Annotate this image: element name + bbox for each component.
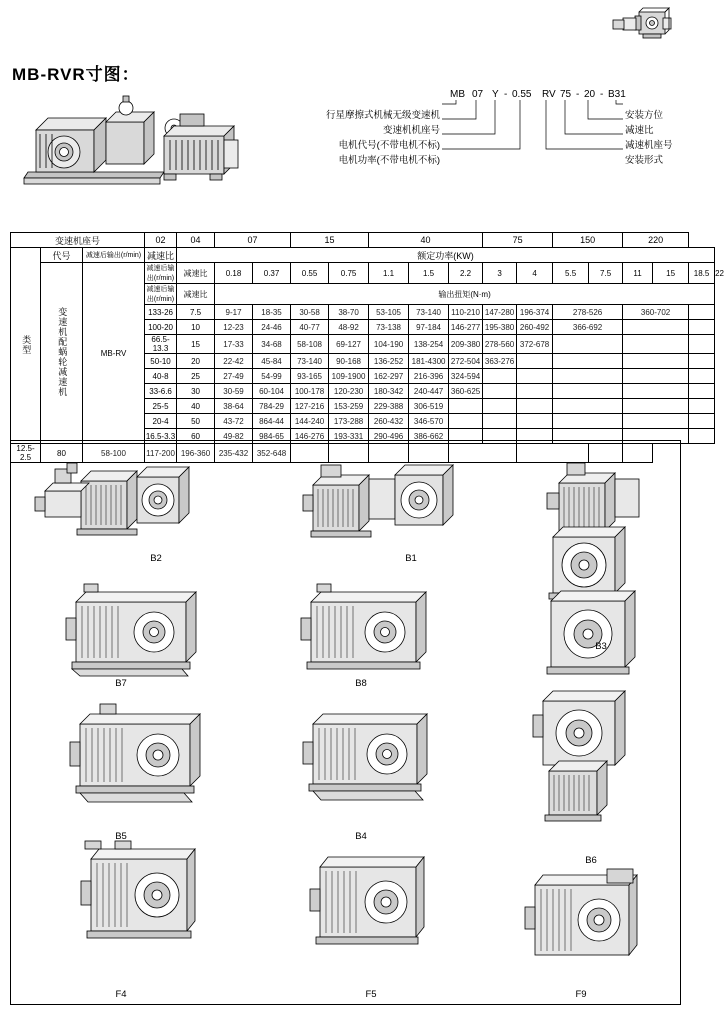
spec-row-ratio: 80 xyxy=(41,444,83,463)
spec-subhdr-speed-2: 减速后输出(r/min) xyxy=(145,284,177,305)
spec-cell-0-2: 30-58 xyxy=(291,305,329,320)
spec-cell-0-7: 147-280 xyxy=(483,305,517,320)
spec-left-vertical-label: 变速机配蜗轮减速机 xyxy=(41,263,83,444)
spec-cell-4-7 xyxy=(483,369,517,384)
spec-cell-8-1: 984-65 xyxy=(253,429,291,444)
spec-cell-0-6: 110-210 xyxy=(449,305,483,320)
spec-cell-8-4: 290-496 xyxy=(369,429,409,444)
spec-cell-7-4: 260-432 xyxy=(369,414,409,429)
code-token-07: 07 xyxy=(472,89,484,100)
spec-cell-3-6: 272-504 xyxy=(449,354,483,369)
spec-cell-pad xyxy=(689,384,715,399)
spec-cell-5-7 xyxy=(483,384,517,399)
spec-col-speed: 减速后输出(r/min) xyxy=(83,248,145,263)
spec-power-value-12: 15 xyxy=(653,263,689,284)
spec-cell-pad xyxy=(689,399,715,414)
spec-row-speed: 66.5-13.3 xyxy=(145,335,177,354)
spec-cell-pad xyxy=(689,320,715,335)
figure-label-b3: B3 xyxy=(595,641,607,652)
legend-left-0: 行星摩擦式机械无级变速机 xyxy=(325,110,440,121)
spec-cell-7-1: 864-44 xyxy=(253,414,291,429)
mounting-figures-svg xyxy=(11,441,678,1002)
spec-cell-4-6: 324-594 xyxy=(449,369,483,384)
spec-cell-3-4: 136-252 xyxy=(369,354,409,369)
spec-cell-0-8: 196-374 xyxy=(517,305,553,320)
spec-cell-6-0: 38-64 xyxy=(215,399,253,414)
spec-cell-3-2: 73-140 xyxy=(291,354,329,369)
spec-power-value-6: 2.2 xyxy=(449,263,483,284)
spec-cell-4-4: 162-297 xyxy=(369,369,409,384)
spec-cell-6-7 xyxy=(483,399,517,414)
spec-cell-5-10 xyxy=(623,384,689,399)
spec-cell-3-1: 45-84 xyxy=(253,354,291,369)
spec-cell-1-4: 73-138 xyxy=(369,320,409,335)
spec-cell-1-8: 260-492 xyxy=(517,320,553,335)
spec-cell-3-10 xyxy=(623,354,689,369)
spec-seat-220: 220 xyxy=(623,233,689,248)
figure-label-f9: F9 xyxy=(575,989,587,1000)
spec-cell-5-2: 100-178 xyxy=(291,384,329,399)
spec-header-row-1 xyxy=(11,233,715,248)
spec-power-value-7: 3 xyxy=(483,263,517,284)
spec-col-type: 类型 xyxy=(11,248,41,444)
spec-cell-pad xyxy=(689,369,715,384)
spec-cell-3-7: 363-276 xyxy=(483,354,517,369)
spec-row-speed: 133-26 xyxy=(145,305,177,320)
spec-row-ratio: 7.5 xyxy=(177,305,215,320)
figure-label-b8: B8 xyxy=(355,678,367,689)
spec-cell-1-2: 40-77 xyxy=(291,320,329,335)
spec-cell-9-4: 352-648 xyxy=(253,444,291,463)
spec-seat-15: 15 xyxy=(291,233,369,248)
spec-cell-0-9: 278-526 xyxy=(553,305,623,320)
spec-cell-7-7 xyxy=(483,414,517,429)
spec-row-ratio: 25 xyxy=(177,369,215,384)
spec-seat-04: 04 xyxy=(177,233,215,248)
figure-label-b1: B1 xyxy=(405,553,417,564)
spec-seat-75: 75 xyxy=(483,233,553,248)
spec-header-seatno: 变速机座号 xyxy=(11,233,145,248)
spec-cell-3-5: 181-4300 xyxy=(409,354,449,369)
spec-cell-6-8 xyxy=(517,399,553,414)
spec-row-ratio: 50 xyxy=(177,414,215,429)
spec-cell-2-3: 69-127 xyxy=(329,335,369,354)
spec-seat-07: 07 xyxy=(215,233,291,248)
legend-right-2: 减速机座号 xyxy=(625,140,673,151)
spec-cell-2-1: 34-68 xyxy=(253,335,291,354)
spec-cell-2-2: 58-108 xyxy=(291,335,329,354)
spec-cell-6-2: 127-216 xyxy=(291,399,329,414)
spec-row-speed: 50-10 xyxy=(145,354,177,369)
spec-cell-4-2: 93-165 xyxy=(291,369,329,384)
spec-cell-7-5: 346-570 xyxy=(409,414,449,429)
page-title: MB-RVR寸图： xyxy=(12,65,140,84)
spec-cell-pad xyxy=(689,414,715,429)
spec-power-value-3: 0.75 xyxy=(329,263,369,284)
spec-cell-2-6: 209-380 xyxy=(449,335,483,354)
spec-power-value-8: 4 xyxy=(517,263,553,284)
legend-left-1: 变速机机座号 xyxy=(382,125,440,136)
spec-power-value-9: 5.5 xyxy=(553,263,589,284)
spec-col-code: 代号 xyxy=(41,248,83,263)
spec-power-value-0: 0.18 xyxy=(215,263,253,284)
spec-cell-9-3: 235-432 xyxy=(215,444,253,463)
spec-cell-0-3: 38-70 xyxy=(329,305,369,320)
spec-col-ratio: 减速比 xyxy=(145,248,177,263)
spec-cell-8-5: 386-662 xyxy=(409,429,449,444)
spec-cell-3-0: 22-42 xyxy=(215,354,253,369)
code-token-dash3: - xyxy=(600,89,604,100)
spec-cell-4-1: 54-99 xyxy=(253,369,291,384)
spec-cell-6-9 xyxy=(553,399,623,414)
legend-right-0: 安装方位 xyxy=(625,110,664,121)
spec-cell-3-9 xyxy=(553,354,623,369)
spec-row-ratio: 40 xyxy=(177,399,215,414)
legend-leader-lines xyxy=(280,84,680,194)
figure-label-b7: B7 xyxy=(115,678,127,689)
spec-cell-6-5: 306-519 xyxy=(409,399,449,414)
spec-cell-2-0: 17-33 xyxy=(215,335,253,354)
spec-row-speed: 40-8 xyxy=(145,369,177,384)
figure-label-b2: B2 xyxy=(150,553,162,564)
spec-cell-2-4: 104-190 xyxy=(369,335,409,354)
spec-cell-5-1: 60-104 xyxy=(253,384,291,399)
mounting-positions-panel xyxy=(10,440,681,1005)
spec-cell-7-2: 144-240 xyxy=(291,414,329,429)
spec-row-ratio: 60 xyxy=(177,429,215,444)
spec-cell-3-8 xyxy=(517,354,553,369)
spec-cell-0-1: 18-35 xyxy=(253,305,291,320)
code-token-mb: MB xyxy=(450,89,465,100)
spec-row-ratio: 10 xyxy=(177,320,215,335)
spec-cell-7-3: 173-288 xyxy=(329,414,369,429)
spec-cell-5-8 xyxy=(517,384,553,399)
code-token-b31: B31 xyxy=(608,89,626,100)
code-token-dash2: - xyxy=(576,89,580,100)
code-token-rv: RV xyxy=(542,89,556,100)
spec-cell-2-10 xyxy=(623,335,689,354)
spec-model-code: MB-RV xyxy=(83,263,145,444)
spec-cell-9-2: 196-360 xyxy=(177,444,215,463)
spec-power-value-11: 11 xyxy=(623,263,653,284)
spec-cell-7-8 xyxy=(517,414,553,429)
spec-cell-4-8 xyxy=(517,369,553,384)
spec-cell-1-10 xyxy=(623,320,689,335)
figure-label-f5: F5 xyxy=(365,989,377,1000)
spec-cell-4-10 xyxy=(623,369,689,384)
spec-cell-7-6 xyxy=(449,414,483,429)
spec-row-speed: 16.5-3.3 xyxy=(145,429,177,444)
spec-cell-6-3: 153-259 xyxy=(329,399,369,414)
legend-left-3: 电机功率(不带电机不标) xyxy=(338,155,440,166)
figure-label-b6: B6 xyxy=(585,855,597,866)
spec-subhdr-speed: 减速后输出(r/min) xyxy=(145,263,177,284)
specification-table xyxy=(10,232,724,463)
spec-cell-2-8: 372-678 xyxy=(517,335,553,354)
spec-cell-6-10 xyxy=(623,399,689,414)
spec-power-value-10: 7.5 xyxy=(589,263,623,284)
header-thumbnail-image xyxy=(605,4,677,48)
spec-cell-9-1: 117-200 xyxy=(145,444,177,463)
spec-subhdr-ratio: 减速比 xyxy=(177,263,215,284)
spec-cell-0-10: 360-702 xyxy=(623,305,689,320)
spec-cell-5-3: 120-230 xyxy=(329,384,369,399)
main-product-illustration xyxy=(14,86,269,201)
figure-label-b4: B4 xyxy=(355,831,367,842)
code-token-dash1: - xyxy=(504,89,508,100)
spec-header-row-3: 变速机配蜗轮减速机 MB-RV 减速后输出(r/min) 减速比 0.18 0.37 0.55 0.75 1.1 1.5 2.2 3 4 5.5 7.5 11 15 18.5 22 xyxy=(11,263,715,284)
spec-power-value-1: 0.37 xyxy=(253,263,291,284)
legend-left-2: 电机代号(不带电机不标) xyxy=(338,140,440,151)
spec-cell-5-5: 240-447 xyxy=(409,384,449,399)
spec-cell-1-0: 12-23 xyxy=(215,320,253,335)
spec-cell-9-0: 58-100 xyxy=(83,444,145,463)
spec-cell-7-9 xyxy=(553,414,623,429)
spec-cell-8-3: 193-331 xyxy=(329,429,369,444)
spec-cell-4-0: 27-49 xyxy=(215,369,253,384)
spec-cell-6-4: 229-388 xyxy=(369,399,409,414)
figure-label-f4: F4 xyxy=(115,989,127,1000)
code-token-75: 75 xyxy=(560,89,572,100)
spec-cell-0-4: 53-105 xyxy=(369,305,409,320)
spec-seat-150: 150 xyxy=(553,233,623,248)
spec-cell-4-9 xyxy=(553,369,623,384)
figure-label-b5: B5 xyxy=(115,831,127,842)
spec-cell-7-0: 43-72 xyxy=(215,414,253,429)
spec-header-row-2 xyxy=(11,248,715,263)
spec-cell-pad xyxy=(689,429,715,444)
spec-cell-1-7: 195-380 xyxy=(483,320,517,335)
spec-cell-7-10 xyxy=(623,414,689,429)
spec-table xyxy=(10,232,724,463)
spec-cell-1-6: 146-277 xyxy=(449,320,483,335)
spec-row-speed: 12.5-2.5 xyxy=(11,444,41,463)
spec-cell-5-6: 360-625 xyxy=(449,384,483,399)
spec-cell-6-6 xyxy=(449,399,483,414)
code-token-y: Y xyxy=(492,89,499,100)
spec-cell-3-3: 90-168 xyxy=(329,354,369,369)
spec-cell-0-0: 9-17 xyxy=(215,305,253,320)
spec-row-ratio: 30 xyxy=(177,384,215,399)
legend-right-3: 安装形式 xyxy=(625,155,664,166)
code-token-055: 0.55 xyxy=(512,89,532,100)
spec-subhdr-ratio-2: 减速比 xyxy=(177,284,215,305)
spec-cell-1-5: 97-184 xyxy=(409,320,449,335)
legend-right-1: 减速比 xyxy=(625,125,654,136)
spec-cell-8-0: 49-82 xyxy=(215,429,253,444)
spec-cell-4-3: 109-1900 xyxy=(329,369,369,384)
spec-cell-2-7: 278-560 xyxy=(483,335,517,354)
spec-cell-2-9 xyxy=(553,335,623,354)
spec-seat-02: 02 xyxy=(145,233,177,248)
spec-cell-pad xyxy=(689,305,715,320)
spec-cell-pad xyxy=(689,335,715,354)
spec-cell-1-9: 366-692 xyxy=(553,320,623,335)
spec-cell-5-0: 30-59 xyxy=(215,384,253,399)
spec-power-value-2: 0.55 xyxy=(291,263,329,284)
spec-row-speed: 33-6.6 xyxy=(145,384,177,399)
spec-cell-8-2: 146-276 xyxy=(291,429,329,444)
spec-cell-1-3: 48-92 xyxy=(329,320,369,335)
spec-row-speed: 25-5 xyxy=(145,399,177,414)
spec-cell-4-5: 216-396 xyxy=(409,369,449,384)
model-code-legend xyxy=(280,84,680,194)
spec-row-speed: 20-4 xyxy=(145,414,177,429)
spec-seat-40: 40 xyxy=(369,233,483,248)
spec-row-ratio: 20 xyxy=(177,354,215,369)
spec-cell-1-1: 24-46 xyxy=(253,320,291,335)
spec-cell-5-4: 180-342 xyxy=(369,384,409,399)
spec-power-value-5: 1.5 xyxy=(409,263,449,284)
spec-cell-2-5: 138-254 xyxy=(409,335,449,354)
spec-col-power: 额定功率(KW) xyxy=(177,248,715,263)
spec-output-torque-title: 输出扭矩(N·m) xyxy=(215,284,715,305)
spec-power-value-4: 1.1 xyxy=(369,263,409,284)
spec-cell-pad xyxy=(689,354,715,369)
spec-cell-6-1: 784-29 xyxy=(253,399,291,414)
spec-row-ratio: 15 xyxy=(177,335,215,354)
spec-power-value-13: 18.5 xyxy=(689,263,715,284)
spec-row-speed: 100-20 xyxy=(145,320,177,335)
spec-cell-0-5: 73-140 xyxy=(409,305,449,320)
code-token-20: 20 xyxy=(584,89,596,100)
spec-cell-5-9 xyxy=(553,384,623,399)
